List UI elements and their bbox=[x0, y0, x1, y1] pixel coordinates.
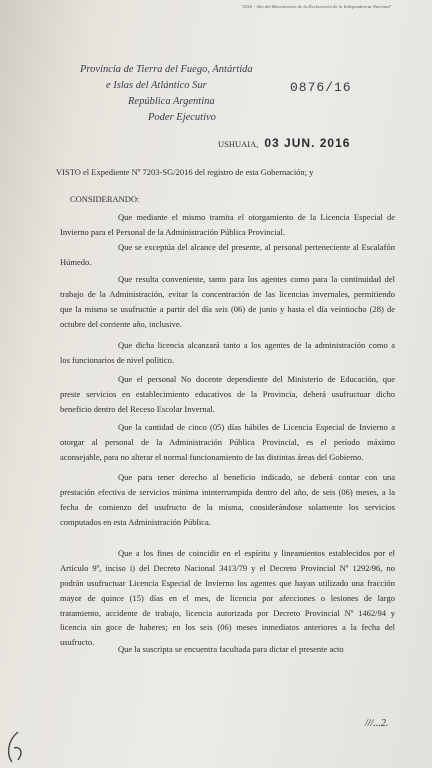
handwritten-mark-icon bbox=[4, 730, 28, 764]
decree-number: 0876/16 bbox=[290, 80, 352, 95]
paragraph-line: preste servicios en establecimiento educativos de la Provincia, deberá usufructuar dicho bbox=[60, 388, 395, 399]
paragraph-line: Que la suscripta se encuentra facultada para dictar el presente acto bbox=[118, 644, 344, 654]
paragraph-line: beneficio dentro del Receso Escolar Invernal. bbox=[60, 403, 215, 414]
paragraph-line: octubre del corriente año, inclusive. bbox=[60, 318, 182, 329]
considerando-paragraph bbox=[60, 272, 395, 332]
header-branch: Poder Ejecutivo bbox=[148, 112, 216, 123]
considerando-paragraph bbox=[60, 240, 395, 270]
paragraph-line: Que el personal No docente dependiente del Ministerio de Educación, que bbox=[118, 374, 395, 384]
paragraph-line: los funcionarios de nivel político. bbox=[60, 354, 175, 365]
paragraph-line: computados en esta Administración Pública. bbox=[60, 516, 211, 527]
considerando-paragraph bbox=[60, 372, 395, 417]
date-line bbox=[218, 136, 350, 150]
considerando-paragraph bbox=[60, 420, 395, 465]
paragraph-line: Que mediante el mismo tramita el otorgamiento de la Licencia Especial de bbox=[118, 212, 395, 222]
paragraph-line: aconsejable, para no alterar el normal funcionamiento de las distintas áreas del Gobierno. bbox=[60, 451, 364, 462]
paragraph-line: podrán usufructuar Licencia Especial de Invierno los agentes que hayan utilizado una fracción bbox=[60, 577, 395, 588]
paragraph-line: fecha de comienzo del usufructo de la misma, considerándose solamente los servicios bbox=[60, 501, 395, 512]
visto-clause: VISTO el Expediente Nº 7203-SG/2016 del registro de esta Gobernación; y bbox=[56, 167, 314, 177]
paragraph-line: Invierno para el Personal de la Administración Pública Provincial. bbox=[60, 226, 285, 237]
paragraph-line: tratamiento, accidente de trabajo, licencia autorizada por Decreto Provincial Nº 1462/94 y bbox=[60, 607, 395, 618]
considerando-paragraph bbox=[60, 210, 395, 240]
paragraph-line: Húmedo. bbox=[60, 256, 92, 267]
paragraph-line: Que a los fines de coincidir en el espíritu y lineamientos establecidos por el bbox=[118, 548, 395, 558]
paragraph-line: Que para tener derecho al beneficio indicado, se deberá contar con una bbox=[118, 472, 395, 482]
header-province: Provincia de Tierra del Fuego, Antártida bbox=[80, 64, 253, 75]
header-country: República Argentina bbox=[128, 96, 215, 107]
paragraph-line: Que se exceptúa del alcance del presente, al personal perteneciente al Escalafón bbox=[118, 242, 395, 252]
considerando-heading: CONSIDERANDO: bbox=[70, 194, 140, 204]
considerando-paragraph bbox=[60, 642, 395, 657]
considerando-paragraph bbox=[60, 470, 395, 530]
paragraph-line: Que dicha licencia alcanzará tanto a los agentes de la administración como a bbox=[118, 340, 395, 350]
paragraph-line: Que resulta conveniente, tanto para los agentes como para la continuidad del bbox=[118, 274, 395, 284]
paragraph-line: Artículo 9º, inciso i) del Decreto Nacional 3413/79 y el Decreto Provincial Nº 1292/96, no bbox=[60, 562, 395, 573]
header-islands: e Islas del Atlántico Sur bbox=[106, 80, 207, 91]
paragraph-line: trabajo de la Administración, evitar la concentración de las licencias invernales, permitiendo bbox=[60, 288, 395, 299]
page-continuation-mark: ///...2. bbox=[365, 718, 389, 729]
header-motto: "2016 - Año del Bicentenario de la Declaración de la Independencia Nacional" bbox=[240, 4, 392, 9]
paragraph-line: licencia sin goce de haberes; en los seis (06) meses inmediatos anteriores a la fecha del bbox=[60, 622, 395, 633]
paragraph-line: otorgar al personal de la Administración Pública Provincial, es el período máximo bbox=[60, 436, 395, 447]
place-label: USHUAIA, bbox=[218, 139, 259, 149]
paragraph-line: Que la cantidad de cinco (05) días hábiles de Licencia Especial de Invierno a bbox=[118, 422, 395, 432]
paragraph-line: prestación efectiva de servicios mínima ininterrumpida dentro del año, de seis (06) meses, a la bbox=[60, 486, 395, 497]
paragraph-line: mayor de quince (15) días en el mes, de licencia por afecciones o lesiones de largo bbox=[60, 592, 395, 603]
paragraph-line: usufructo. bbox=[60, 637, 95, 648]
paragraph-line: que la misma se usufructúe a partir del día seis (06) de junio y hasta el día veintiocho (28) de bbox=[60, 303, 395, 314]
considerando-paragraph bbox=[60, 546, 395, 650]
considerando-paragraph bbox=[60, 338, 395, 368]
date-stamp: 03 JUN. 2016 bbox=[264, 136, 351, 150]
